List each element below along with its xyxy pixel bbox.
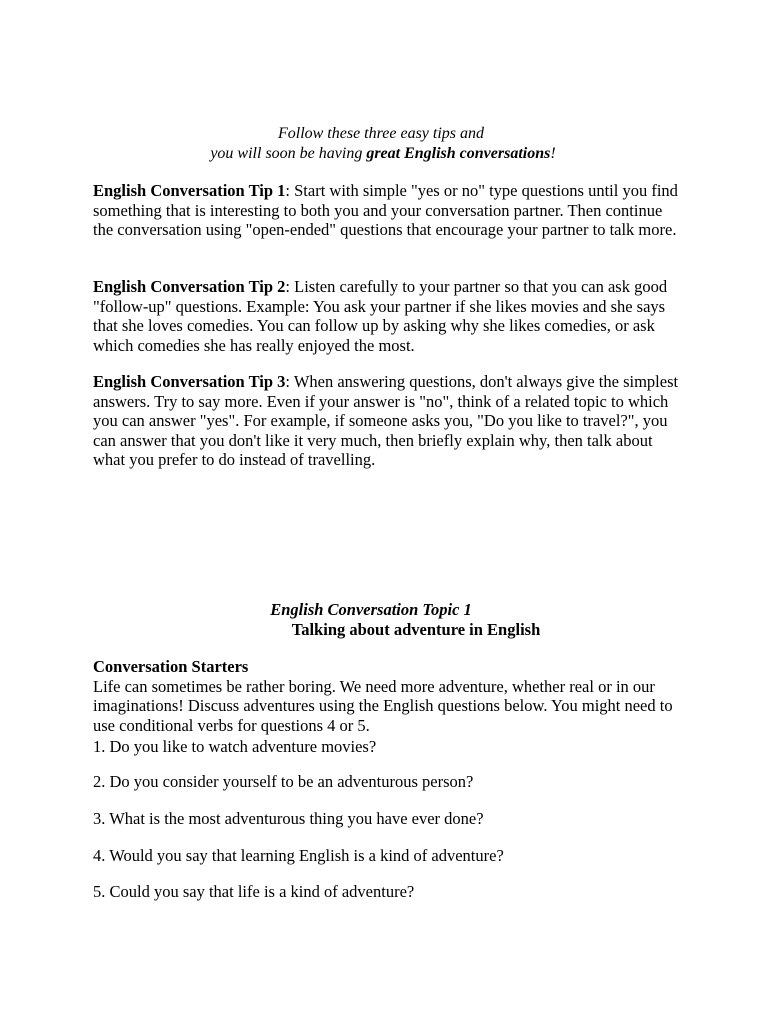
topic-subtitle: Talking about adventure in English	[291, 619, 541, 639]
question-item: 3. What is the most adventurous thing you have ever done?	[93, 809, 484, 828]
question-item: 5. Could you say that life is a kind of adventure?	[93, 882, 415, 901]
question-item: 4. Would you say that learning English is a kind of adventure?	[93, 846, 504, 865]
tip-3-label: English Conversation Tip 3	[93, 372, 286, 391]
intro-line-1: Follow these three easy tips and	[277, 125, 485, 142]
intro-text	[0, 124, 768, 164]
conversation-starters	[93, 657, 683, 735]
question-item: 2. Do you consider yourself to be an adventurous person?	[93, 772, 474, 791]
starters-text: Life can sometimes be rather boring. We need more adventure, whether real or in our imaginations! Discuss adventures using the English questions below. You might need to use conditional verbs for questions 4 or 5.	[93, 676, 673, 735]
intro-emphasis: great English conversations	[366, 145, 551, 162]
topic-heading	[0, 600, 768, 639]
tip-3	[93, 372, 683, 470]
tip-3-text: : When answering questions, don't always give the simplest answers. Try to say more. Even if your answer is "no", think of a related topic to which you can answer "yes". For example, if someone asks you, "Do you like to travel?", you can answer that you don't like it very much, then briefly explain why, then talk about what you prefer to do instead of travelling.	[93, 372, 679, 469]
tip-1-label: English Conversation Tip 1	[93, 181, 286, 200]
starters-heading: Conversation Starters	[93, 657, 249, 676]
tip-2	[93, 277, 683, 355]
tip-2-text: : Listen carefully to your partner so that you can ask good "follow-up" questions. Example: You ask your partner if she likes movies and she says that she loves comedies. You can follow up by asking why she likes comedies, or ask which comedies she has really enjoyed the most.	[93, 277, 668, 355]
tip-1	[93, 181, 683, 240]
question-item: 1. Do you like to watch adventure movies?	[93, 737, 377, 756]
intro-line-2-prefix: you will soon be having	[210, 145, 367, 162]
tip-2-label: English Conversation Tip 2	[93, 277, 286, 296]
topic-title: English Conversation Topic 1	[270, 600, 472, 619]
intro-line-2-suffix: !	[550, 145, 556, 162]
tip-1-text: : Start with simple "yes or no" type questions until you find something that is interesting to both you and your conversation partner. Then continue the conversation using "open-ended" questions that encourage your partner to talk more.	[93, 181, 678, 239]
intro-line-2	[0, 144, 768, 164]
